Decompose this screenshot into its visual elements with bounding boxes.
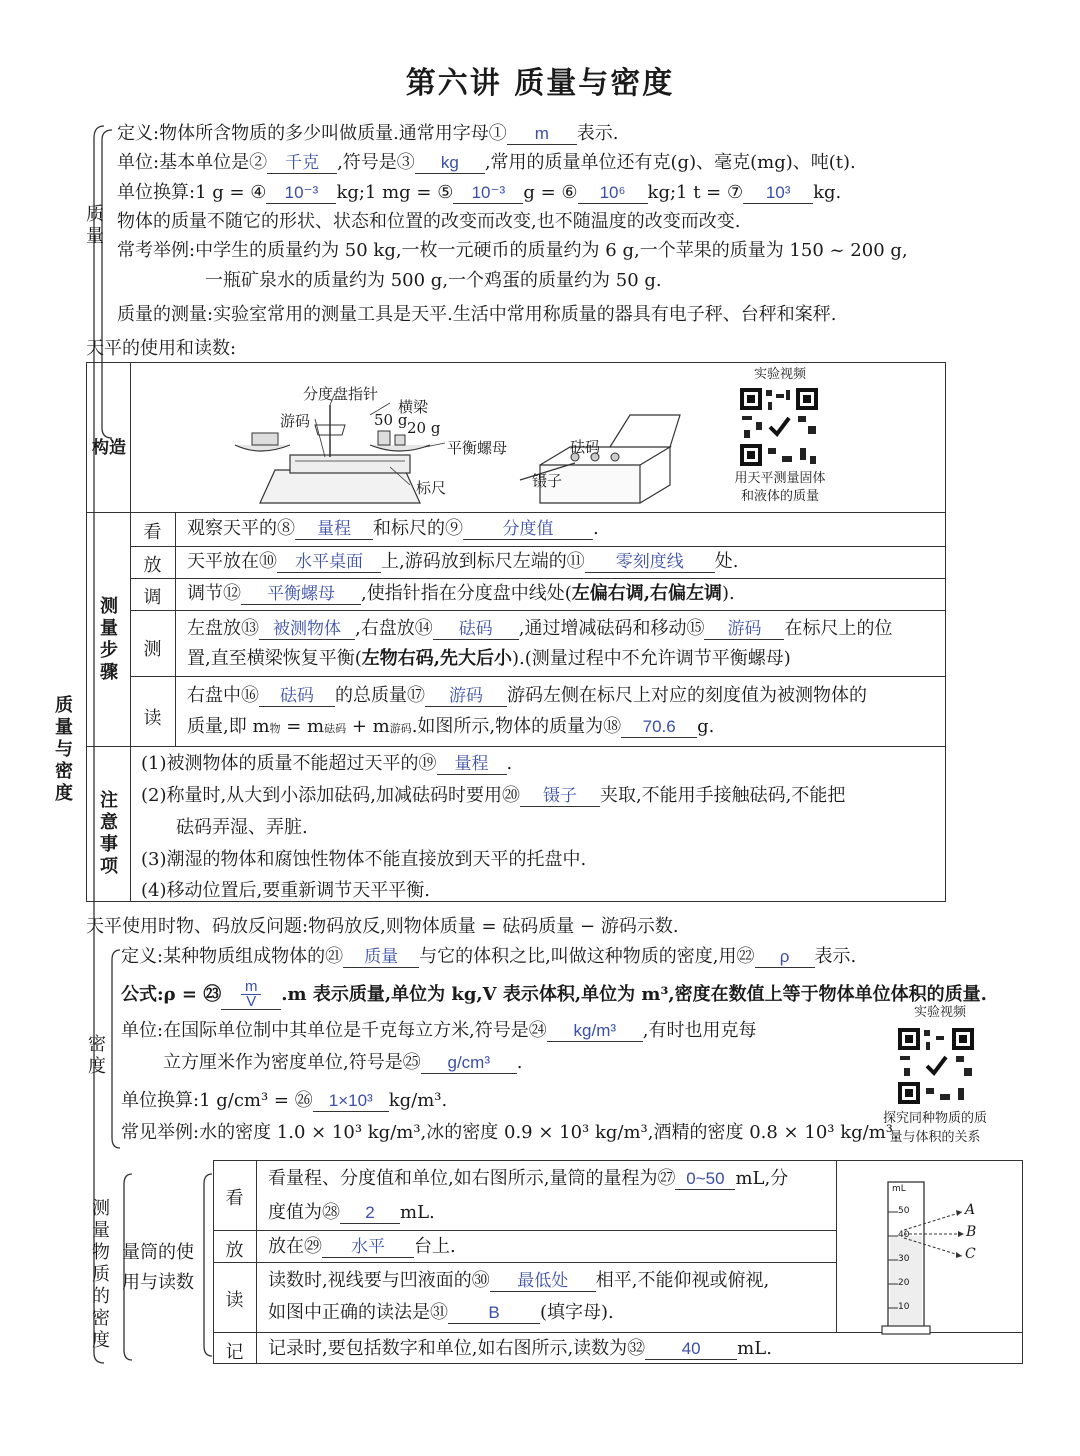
divider xyxy=(130,546,946,547)
density-unit-2: 立方厘米作为密度单位,符号是㉕ g/cm³ . xyxy=(163,1052,523,1073)
left-pan xyxy=(235,445,290,451)
step-adjust-text: 调节⑫ 平衡螺母 ,使指针指在分度盘中线处(左偏右调,右偏左调). xyxy=(187,583,735,604)
answer-26: 1×10³ xyxy=(313,1091,389,1112)
step-adjust: 调 xyxy=(143,587,162,608)
divider xyxy=(213,1262,836,1263)
cyl-record-text: 记录时,要包括数字和单位,如右图所示,读数为㉜ 40 mL. xyxy=(268,1338,772,1359)
answer-22: ρ xyxy=(755,947,815,968)
divider xyxy=(175,512,176,746)
label-50g: 50 g xyxy=(374,411,408,429)
density-conversion: 单位换算:1 g/cm³ = ㉖ 1×10³ kg/m³. xyxy=(121,1090,448,1111)
notes-label: 注 意 事 项 xyxy=(100,790,118,877)
cyl-look-text-2: 度值为㉘ 2 mL. xyxy=(268,1202,435,1223)
step-read-text-2: 质量,即 m物 = m砝码 + m游码.如图所示,物体的质量为⑱ 70.6 g. xyxy=(187,716,715,737)
divider xyxy=(213,1230,836,1231)
answer-25: g/cm³ xyxy=(421,1053,517,1074)
step-look: 看 xyxy=(143,522,162,543)
page-title: 第六讲 质量与密度 xyxy=(405,66,675,101)
answer-10: 水平桌面 xyxy=(277,552,381,573)
usage-label-2: 用与读数 xyxy=(122,1272,194,1293)
mass-examples: 常考举例:中学生的质量约为 50 kg,一枚一元硬币的质量约为 6 g,一个苹果的质量为 150 ~ 200 g, xyxy=(117,240,908,261)
video-caption-2a: 探究同种物质的质 xyxy=(882,1111,987,1126)
note-3: (3)潮湿的物体和腐蚀性物体不能直接放到天平的托盘中. xyxy=(141,849,587,870)
cyl-place-text: 放在㉙ 水平 台上. xyxy=(268,1236,456,1257)
answer-27: 0~50 xyxy=(675,1169,735,1190)
answer-29: 水平 xyxy=(322,1237,414,1258)
divider xyxy=(130,362,131,902)
weight-20g xyxy=(395,435,405,445)
divider xyxy=(130,610,946,611)
answer-19: 量程 xyxy=(437,754,507,775)
steps-label: 测 量 步 骤 xyxy=(100,596,118,683)
cyl-look-text: 看量程、分度值和单位,如右图所示,量筒的量程为㉗ 0~50 mL,分 xyxy=(268,1168,789,1189)
answer-15: 游码 xyxy=(704,619,784,640)
mass-conversion: 单位换算:1 g = ④ 10⁻³ kg;1 mg = ⑤ 10⁻³ g = ⑥ 10⁶ kg;1 t = ⑦ 10³ kg. xyxy=(117,182,842,203)
weight-50g xyxy=(378,431,390,445)
mass-definition: 定义:物体所含物质的多少叫做质量.通常用字母① m 表示. xyxy=(117,123,619,144)
label-weights: 砝码 xyxy=(570,438,601,456)
cyl-read-text: 读数时,视线要与凹液面的㉚ 最低处 相平,不能仰视或俯视, xyxy=(268,1270,770,1291)
side-label: 质 量 与 密 度 xyxy=(55,695,73,804)
object-block xyxy=(252,433,278,445)
answer-16: 砝码 xyxy=(259,686,335,707)
divider xyxy=(130,578,946,579)
right-pan xyxy=(370,445,430,451)
cyl-read-text-2: 如图中正确的读法是㉛ B (填字母). xyxy=(268,1302,614,1323)
answer-20: 镊子 xyxy=(520,786,600,807)
answer-24: kg/m³ xyxy=(547,1021,643,1042)
density-examples: 常见举例:水的密度 1.0 × 10³ kg/m³,冰的密度 0.9 × 10³ kg/m³,酒精的密度 0.8 × 10³ kg/m³. xyxy=(121,1122,899,1143)
step-measure: 测 xyxy=(143,639,162,660)
note-2: (2)称量时,从大到小添加砝码,加减砝码时要用⑳ 镊子 夹取,不能用手接触砝码,不能把 xyxy=(141,785,846,806)
letter-a: A xyxy=(965,1202,976,1218)
usage-label-1: 量筒的使 xyxy=(122,1242,194,1263)
cyl-step-place: 放 xyxy=(225,1240,244,1261)
answer-2: 千克 xyxy=(267,153,337,174)
answer-12: 平衡螺母 xyxy=(241,584,361,605)
structure-label: 构造 xyxy=(92,438,126,458)
density-definition: 定义:某种物质组成物体的㉑ 质量 与它的体积之比,叫做这种物质的密度,用㉒ ρ 表示. xyxy=(121,946,857,967)
mass-unit: 单位:基本单位是② 千克 ,符号是③ kg ,常用的质量单位还有克(g)、毫克(mg)、吨(t). xyxy=(117,152,856,173)
cyl-step-record: 记 xyxy=(225,1342,244,1363)
balance-heading: 天平的使用和读数: xyxy=(86,338,237,359)
answer-31: B xyxy=(448,1303,540,1324)
video-caption-1b: 和液体的质量 xyxy=(740,489,819,504)
label-scale: 标尺 xyxy=(416,479,447,497)
divider xyxy=(836,1160,837,1332)
step-read-text: 右盘中⑯ 砝码 的总质量⑰ 游码 游码左侧在标尺上对应的刻度值为被测物体的 xyxy=(187,685,867,706)
answer-32: 40 xyxy=(645,1339,737,1360)
answer-23: $\frac{m}{V}$ xyxy=(221,980,281,1010)
label-rider: 游码 xyxy=(280,412,311,430)
answer-11: 零刻度线 xyxy=(585,552,715,573)
answer-7: 10³ xyxy=(743,183,813,204)
step-place: 放 xyxy=(143,555,162,576)
mass-measurement: 质量的测量:实验室常用的测量工具是天平.生活中常用称质量的器具有电子秤、台秤和案秤. xyxy=(117,304,837,325)
step-place-text: 天平放在⑩ 水平桌面 上,游码放到标尺左端的⑪ 零刻度线 处. xyxy=(187,551,739,572)
video-caption-1a: 用天平测量固体 xyxy=(734,471,826,486)
video-caption-2b: 量与体积的关系 xyxy=(889,1130,981,1145)
note-1: (1)被测物体的质量不能超过天平的⑲ 量程 . xyxy=(141,753,513,774)
letter-b: B xyxy=(966,1224,977,1240)
label-pointer: 分度盘指针 xyxy=(303,385,379,403)
note-2-cont: 砝码弄湿、弄脏. xyxy=(176,817,308,838)
answer-1: m xyxy=(507,124,577,145)
video-title-2: 实验视频 xyxy=(913,1005,966,1020)
letter-c: C xyxy=(965,1246,976,1262)
mass-examples-cont: 一瓶矿泉水的质量约为 500 g,一个鸡蛋的质量约为 50 g. xyxy=(205,270,662,291)
answer-6: 10⁶ xyxy=(578,183,648,204)
label-tweezers: 镊子 xyxy=(532,472,563,490)
cylinder-bracket xyxy=(112,1170,136,1365)
density-unit: 单位:在国际单位制中其单位是千克每立方米,符号是㉔ kg/m³ ,有时也用克每 xyxy=(121,1020,757,1041)
mass-property: 物体的质量不随它的形状、状态和位置的改变而改变,也不随温度的改变而改变. xyxy=(117,211,741,232)
cyl-step-look: 看 xyxy=(225,1188,244,1209)
tick-40: 40 xyxy=(898,1230,910,1240)
divider xyxy=(86,512,946,513)
answer-3: kg xyxy=(415,153,485,174)
answer-28: 2 xyxy=(340,1203,400,1224)
balance-beam xyxy=(290,455,410,473)
tick-50: 50 xyxy=(898,1206,910,1216)
step-look-text: 观察天平的⑧ 量程 和标尺的⑨ 分度值 . xyxy=(187,518,599,539)
tick-20: 20 xyxy=(898,1278,910,1288)
video-title-1: 实验视频 xyxy=(753,367,806,382)
step-measure-text: 左盘放⑬ 被测物体 ,右盘放⑭ 砝码 ,通过增减砝码和移动⑮ 游码 在标尺上的位 xyxy=(187,618,893,639)
note-4: (4)移动位置后,要重新调节天平平衡. xyxy=(141,880,430,901)
answer-14: 砝码 xyxy=(433,619,519,640)
cyl-step-read: 读 xyxy=(225,1290,244,1311)
density-label: 密 度 xyxy=(88,1034,106,1077)
answer-4: 10⁻³ xyxy=(266,183,336,204)
mass-label: 质 量 xyxy=(86,204,104,247)
answer-30: 最低处 xyxy=(490,1271,596,1292)
divider xyxy=(86,746,946,747)
answer-13: 被测物体 xyxy=(259,619,355,640)
tick-30: 30 xyxy=(898,1254,910,1264)
tick-10: 10 xyxy=(898,1302,910,1312)
answer-5: 10⁻³ xyxy=(453,183,523,204)
answer-17: 游码 xyxy=(425,686,507,707)
figure-unit: mL xyxy=(892,1184,906,1194)
reverse-note: 天平使用时物、码放反问题:物码放反,则物体质量 = 砝码质量 − 游码示数. xyxy=(86,916,679,937)
qr-code-2[interactable] xyxy=(896,1026,976,1106)
qr-code-1[interactable] xyxy=(738,386,820,468)
cylinder-side-label: 测 量 物 质 的 密 度 xyxy=(92,1198,110,1351)
answer-18: 70.6 xyxy=(621,717,697,738)
balance-base xyxy=(260,470,420,503)
density-formula: 公式:ρ = ㉓ $\frac{m}{V}$ .m 表示质量,单位为 kg,V 表示体积,单位为 m³,密度在数值上等于物体单位体积的质量. xyxy=(121,978,987,1010)
answer-8: 量程 xyxy=(295,519,373,540)
label-balance-nut: 平衡螺母 xyxy=(447,439,508,457)
answer-21: 质量 xyxy=(343,947,419,968)
step-read: 读 xyxy=(143,708,162,729)
answer-9: 分度值 xyxy=(463,519,593,540)
step-measure-text-2: 置,直至横梁恢复平衡(左物右码,先大后小).(测量过程中不允许调节平衡螺母) xyxy=(187,648,791,669)
label-beam: 横梁 xyxy=(398,398,429,416)
divider xyxy=(130,676,946,677)
label-20g: 20 g xyxy=(407,419,441,437)
